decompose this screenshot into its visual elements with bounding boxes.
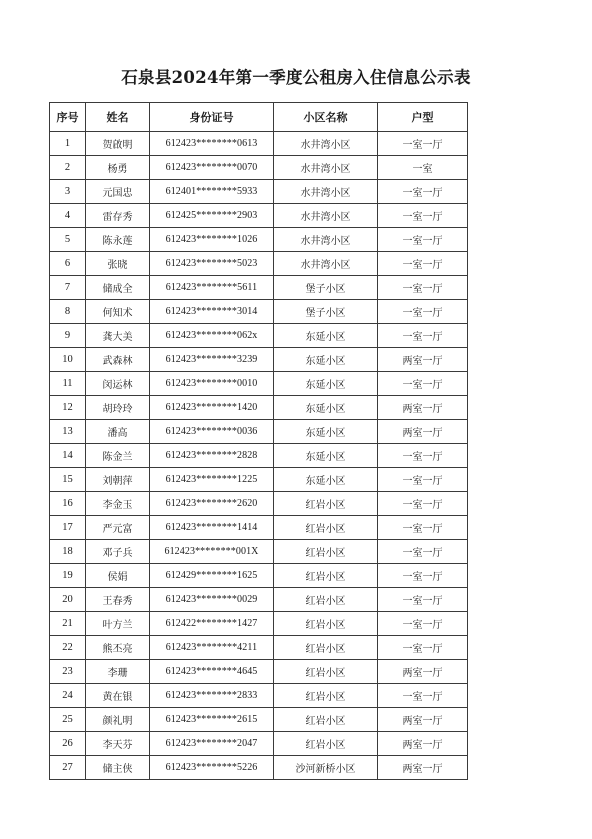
cell-unit-type: 两室一厅 — [378, 348, 468, 372]
cell-unit-type: 两室一厅 — [378, 660, 468, 684]
cell-community: 水井湾小区 — [274, 180, 378, 204]
cell-name: 储成全 — [86, 276, 150, 300]
cell-name: 陈永莲 — [86, 228, 150, 252]
table-header-row — [50, 103, 468, 132]
cell-id-number: 612423********0036 — [150, 420, 274, 444]
cell-name: 熊丕亮 — [86, 636, 150, 660]
cell-name: 杨勇 — [86, 156, 150, 180]
cell-name: 王春秀 — [86, 588, 150, 612]
cell-name: 叶方兰 — [86, 612, 150, 636]
header-name: 姓名 — [86, 103, 150, 132]
table-row — [50, 300, 468, 324]
table-row — [50, 636, 468, 660]
table-row — [50, 444, 468, 468]
cell-community: 沙河新桥小区 — [274, 756, 378, 780]
cell-index: 16 — [50, 492, 86, 516]
cell-community: 红岩小区 — [274, 492, 378, 516]
cell-index: 17 — [50, 516, 86, 540]
cell-index: 26 — [50, 732, 86, 756]
cell-index: 18 — [50, 540, 86, 564]
cell-id-number: 612423********0010 — [150, 372, 274, 396]
cell-name: 元国忠 — [86, 180, 150, 204]
cell-community: 水井湾小区 — [274, 228, 378, 252]
cell-community: 红岩小区 — [274, 588, 378, 612]
cell-unit-type: 一室一厅 — [378, 684, 468, 708]
cell-id-number: 612423********4211 — [150, 636, 274, 660]
table-row — [50, 396, 468, 420]
header-id-number: 身份证号 — [150, 103, 274, 132]
cell-unit-type: 一室一厅 — [378, 540, 468, 564]
cell-name: 潘高 — [86, 420, 150, 444]
cell-name: 胡玲玲 — [86, 396, 150, 420]
cell-id-number: 612423********1420 — [150, 396, 274, 420]
cell-unit-type: 两室一厅 — [378, 732, 468, 756]
table-row — [50, 252, 468, 276]
cell-unit-type: 一室一厅 — [378, 324, 468, 348]
cell-name: 邓子兵 — [86, 540, 150, 564]
cell-unit-type: 一室一厅 — [378, 468, 468, 492]
table-row — [50, 156, 468, 180]
cell-id-number: 612425********2903 — [150, 204, 274, 228]
cell-name: 黄在银 — [86, 684, 150, 708]
cell-index: 7 — [50, 276, 86, 300]
cell-index: 12 — [50, 396, 86, 420]
cell-unit-type: 一室一厅 — [378, 228, 468, 252]
cell-name: 雷存秀 — [86, 204, 150, 228]
table-row — [50, 420, 468, 444]
cell-community: 东延小区 — [274, 444, 378, 468]
cell-id-number: 612423********1414 — [150, 516, 274, 540]
cell-name: 张晓 — [86, 252, 150, 276]
cell-unit-type: 一室一厅 — [378, 444, 468, 468]
cell-index: 11 — [50, 372, 86, 396]
cell-index: 21 — [50, 612, 86, 636]
table-row — [50, 564, 468, 588]
residents-table — [49, 102, 468, 780]
cell-name: 龚大美 — [86, 324, 150, 348]
cell-id-number: 612401********5933 — [150, 180, 274, 204]
header-unit-type: 户型 — [378, 103, 468, 132]
cell-id-number: 612423********2620 — [150, 492, 274, 516]
cell-index: 4 — [50, 204, 86, 228]
table-row — [50, 612, 468, 636]
cell-id-number: 612423********0613 — [150, 132, 274, 156]
cell-id-number: 612423********1225 — [150, 468, 274, 492]
cell-community: 水井湾小区 — [274, 156, 378, 180]
cell-community: 东延小区 — [274, 420, 378, 444]
cell-unit-type: 一室一厅 — [378, 204, 468, 228]
cell-id-number: 612422********1427 — [150, 612, 274, 636]
cell-name: 武森林 — [86, 348, 150, 372]
cell-index: 6 — [50, 252, 86, 276]
cell-community: 红岩小区 — [274, 732, 378, 756]
table-row — [50, 492, 468, 516]
table-row — [50, 588, 468, 612]
header-index: 序号 — [50, 103, 86, 132]
cell-name: 陈金兰 — [86, 444, 150, 468]
cell-name: 李天芬 — [86, 732, 150, 756]
cell-id-number: 612423********2833 — [150, 684, 274, 708]
cell-id-number: 612423********1026 — [150, 228, 274, 252]
cell-index: 8 — [50, 300, 86, 324]
cell-index: 20 — [50, 588, 86, 612]
table-row — [50, 468, 468, 492]
header-community: 小区名称 — [274, 103, 378, 132]
table-row — [50, 708, 468, 732]
cell-index: 3 — [50, 180, 86, 204]
cell-name: 侯娟 — [86, 564, 150, 588]
table-row — [50, 756, 468, 780]
cell-index: 1 — [50, 132, 86, 156]
cell-name: 严元富 — [86, 516, 150, 540]
table-row — [50, 132, 468, 156]
cell-community: 红岩小区 — [274, 564, 378, 588]
cell-community: 水井湾小区 — [274, 204, 378, 228]
cell-index: 5 — [50, 228, 86, 252]
cell-id-number: 612423********2615 — [150, 708, 274, 732]
cell-unit-type: 一室一厅 — [378, 372, 468, 396]
table-row — [50, 228, 468, 252]
table-row — [50, 276, 468, 300]
cell-unit-type: 一室一厅 — [378, 588, 468, 612]
cell-community: 东延小区 — [274, 468, 378, 492]
cell-index: 24 — [50, 684, 86, 708]
table-row — [50, 540, 468, 564]
page-title: 石泉县2024年第一季度公租房入住信息公示表 — [121, 68, 471, 87]
cell-id-number: 612423********3014 — [150, 300, 274, 324]
cell-community: 红岩小区 — [274, 708, 378, 732]
cell-index: 27 — [50, 756, 86, 780]
cell-id-number: 612423********5611 — [150, 276, 274, 300]
cell-unit-type: 两室一厅 — [378, 420, 468, 444]
cell-unit-type: 一室一厅 — [378, 612, 468, 636]
table-row — [50, 324, 468, 348]
cell-unit-type: 两室一厅 — [378, 396, 468, 420]
cell-index: 22 — [50, 636, 86, 660]
cell-unit-type: 一室一厅 — [378, 636, 468, 660]
cell-unit-type: 一室 — [378, 156, 468, 180]
cell-community: 水井湾小区 — [274, 252, 378, 276]
cell-name: 颜礼明 — [86, 708, 150, 732]
cell-name: 李金玉 — [86, 492, 150, 516]
cell-id-number: 612423********001X — [150, 540, 274, 564]
cell-community: 红岩小区 — [274, 636, 378, 660]
cell-community: 堡子小区 — [274, 300, 378, 324]
cell-community: 东延小区 — [274, 372, 378, 396]
cell-unit-type: 一室一厅 — [378, 252, 468, 276]
cell-community: 东延小区 — [274, 324, 378, 348]
table-row — [50, 516, 468, 540]
cell-community: 水井湾小区 — [274, 132, 378, 156]
cell-community: 红岩小区 — [274, 540, 378, 564]
cell-index: 14 — [50, 444, 86, 468]
cell-community: 红岩小区 — [274, 516, 378, 540]
cell-id-number: 612423********5023 — [150, 252, 274, 276]
cell-community: 东延小区 — [274, 396, 378, 420]
cell-index: 19 — [50, 564, 86, 588]
cell-id-number: 612423********3239 — [150, 348, 274, 372]
cell-community: 红岩小区 — [274, 684, 378, 708]
cell-unit-type: 一室一厅 — [378, 276, 468, 300]
cell-id-number: 612423********0029 — [150, 588, 274, 612]
cell-unit-type: 一室一厅 — [378, 300, 468, 324]
cell-name: 何知术 — [86, 300, 150, 324]
cell-index: 25 — [50, 708, 86, 732]
cell-unit-type: 一室一厅 — [378, 492, 468, 516]
cell-name: 刘朝萍 — [86, 468, 150, 492]
table-row — [50, 732, 468, 756]
table-row — [50, 204, 468, 228]
cell-community: 红岩小区 — [274, 612, 378, 636]
cell-index: 13 — [50, 420, 86, 444]
cell-id-number: 612423********5226 — [150, 756, 274, 780]
cell-unit-type: 一室一厅 — [378, 180, 468, 204]
cell-community: 堡子小区 — [274, 276, 378, 300]
cell-name: 闵运林 — [86, 372, 150, 396]
table-row — [50, 684, 468, 708]
cell-name: 贺啟明 — [86, 132, 150, 156]
cell-unit-type: 一室一厅 — [378, 564, 468, 588]
table-row — [50, 180, 468, 204]
table-row — [50, 660, 468, 684]
table-row — [50, 372, 468, 396]
cell-id-number: 612423********4645 — [150, 660, 274, 684]
cell-unit-type: 一室一厅 — [378, 132, 468, 156]
table-body — [50, 132, 468, 780]
cell-index: 23 — [50, 660, 86, 684]
cell-name: 李珊 — [86, 660, 150, 684]
cell-unit-type: 两室一厅 — [378, 708, 468, 732]
cell-index: 2 — [50, 156, 86, 180]
cell-index: 10 — [50, 348, 86, 372]
table-row — [50, 348, 468, 372]
cell-name: 储主侠 — [86, 756, 150, 780]
cell-id-number: 612429********1625 — [150, 564, 274, 588]
cell-id-number: 612423********2047 — [150, 732, 274, 756]
cell-id-number: 612423********062x — [150, 324, 274, 348]
cell-id-number: 612423********2828 — [150, 444, 274, 468]
cell-id-number: 612423********0070 — [150, 156, 274, 180]
cell-index: 9 — [50, 324, 86, 348]
cell-community: 东延小区 — [274, 348, 378, 372]
cell-community: 红岩小区 — [274, 660, 378, 684]
cell-unit-type: 一室一厅 — [378, 516, 468, 540]
cell-unit-type: 两室一厅 — [378, 756, 468, 780]
cell-index: 15 — [50, 468, 86, 492]
